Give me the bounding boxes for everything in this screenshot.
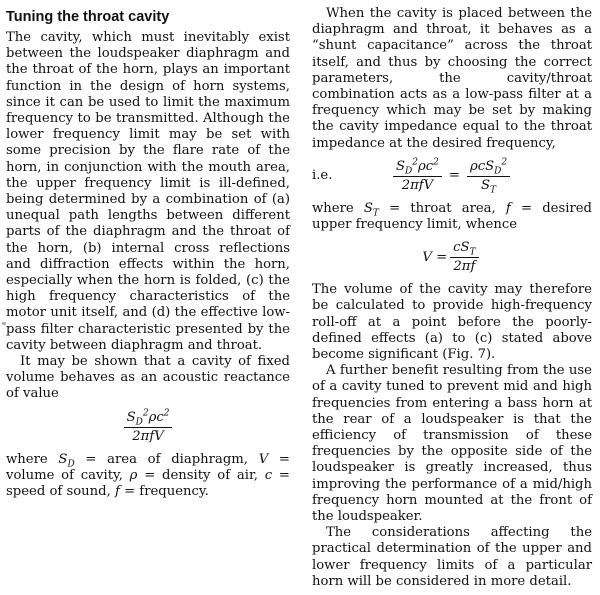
right-paragraph-4: A further benefit resulting from the use of a cavity tuned to prevent mid and high frequencies from entering a bass horn at the rear of a loudspeaker is that the efficiency of transmission of these frequencies by the opposite side of the loudspeaker is greatly increased, thus improving the performance of a mid/high frequency horn mounted at the front of the loudspeaker. <box>312 363 592 525</box>
reactance-numerator: $S_D^2\rho c^2$ <box>124 409 173 428</box>
right-paragraph-3: The volume of the cavity may therefore be calculated to provide high-frequency roll-off at a point before the poorly-defined effects (a) to (c) stated above become significant (Fig. 7). <box>312 282 592 363</box>
volume-fraction <box>450 239 478 276</box>
right-paragraph-5: The considerations affecting the practical determination of the upper and lower frequency limits of a particular horn will be considered in more detail. <box>312 525 592 589</box>
left-paragraph-1: The cavity, which must inevitably exist between the loudspeaker diaphragm and the throat of the horn, plays an important function in the design of horn systems, since it can be used to limit the maximum frequency to be transmitted. Although the lower frequency limit may be set with some precision by the flare rate of the horn, in conjunction with the mouth area, the upper frequency limit is ill-defined, being determined by a combination of (a) unequal path lengths between different parts of the diaphragm and the throat of the horn, (b) internal cross reflections and diffraction effects within the horn, especially when the horn is folded, (c) the high frequency characteristics of the motor unit itself, and (d) the effective low-pass filter characteristic presented by the cavity between diaphragm and throat. <box>6 30 290 353</box>
reactance-fraction <box>124 409 173 446</box>
volume-lhs: V = <box>422 249 448 265</box>
throat-impedance-numerator: ρcS$_D^2$ <box>467 158 510 177</box>
volume-numerator: $cS_T$ <box>450 239 478 258</box>
volume-denominator: 2πf <box>453 259 476 275</box>
throat-impedance-denominator: $S_T$ <box>480 177 497 196</box>
right-paragraph-1: When the cavity is placed between the diaphragm and throat, it behaves as a “shunt capacitance” across the throat itself, and thus by choosing the correct parameters, the cavity/throat combination acts as a low-pass filter at a frequency which may be set by making the cavity impedance equal to the throat impedance at the desired frequency, <box>312 6 592 151</box>
right-paragraph-2: where $S_T$ = throat area, f = desired upper frequency limit, whence <box>312 200 592 233</box>
volume-equation <box>312 239 592 276</box>
equals-sign: = <box>448 168 460 184</box>
throat-impedance-fraction <box>467 158 510 195</box>
left-column <box>6 6 290 500</box>
reactance-denominator: 2πfV <box>132 428 164 444</box>
cavity-impedance-denominator: 2πfV <box>401 177 434 193</box>
section-heading: Tuning the throat cavity <box>6 9 170 25</box>
left-paragraph-2: It may be shown that a cavity of fixed volume behaves as an acoustic reactance of value <box>6 354 290 402</box>
impedance-equation <box>312 158 592 195</box>
reactance-equation <box>6 409 290 446</box>
cavity-impedance-numerator: $S_D^2\rho c^2$ <box>393 158 442 177</box>
scan-speck <box>2 322 6 325</box>
right-column <box>312 6 592 590</box>
left-paragraph-3: where $S_D$ = area of diaphragm, V = volume of cavity, ρ = density of air, c = speed of sound, f = frequency. <box>6 451 290 500</box>
cavity-impedance-fraction <box>393 158 442 195</box>
ie-label: i.e. <box>312 168 333 184</box>
